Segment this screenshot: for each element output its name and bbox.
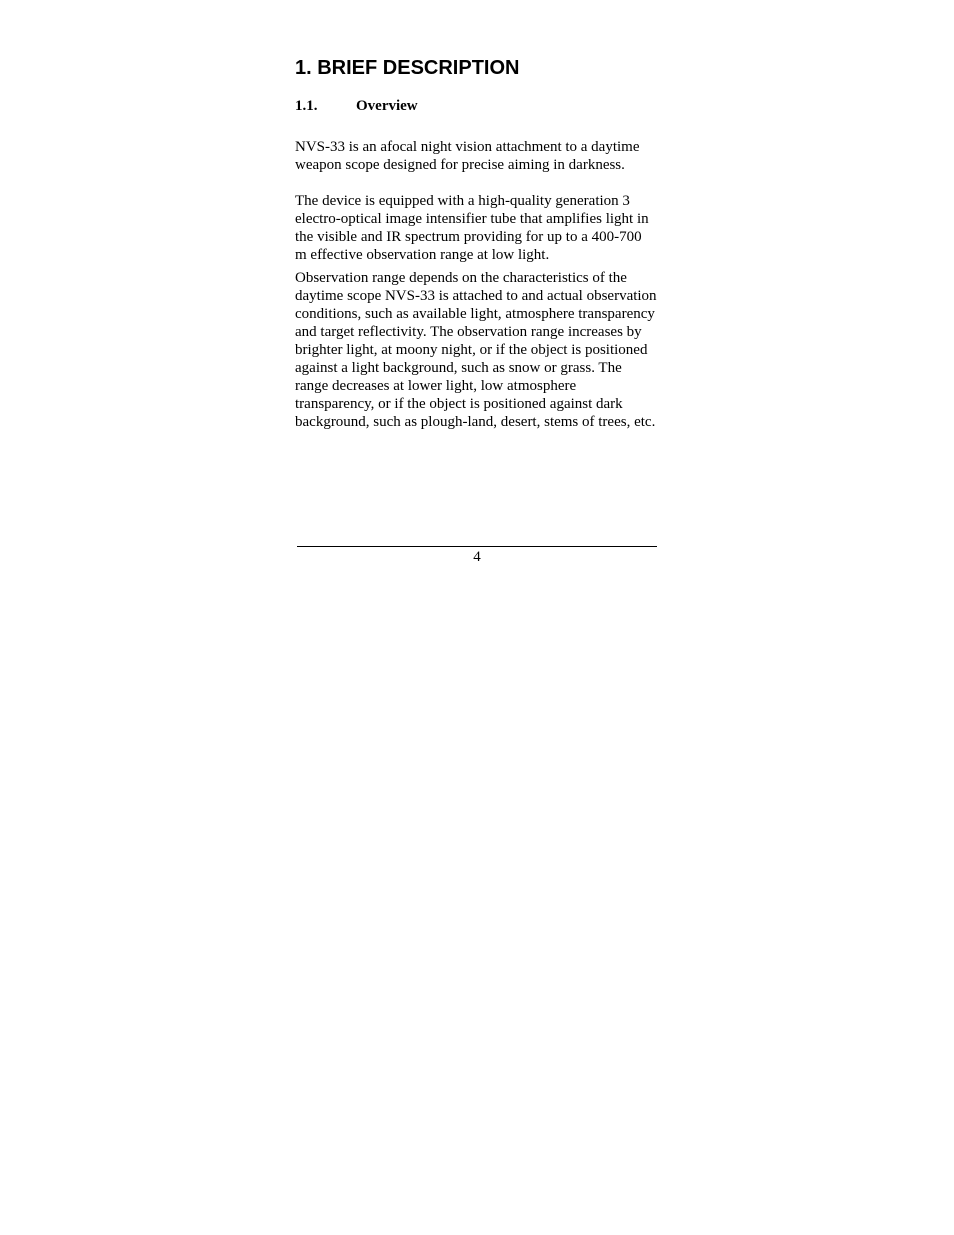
chapter-title: 1. BRIEF DESCRIPTION <box>295 57 520 79</box>
paragraph-intro: NVS-33 is an afocal night vision attachment to a daytime weapon scope designed for precise aiming in darkness. <box>295 139 640 173</box>
footer-rule <box>297 546 657 547</box>
page-number: 4 <box>473 549 481 565</box>
paragraph-intensifier-tube: The device is equipped with a high-quality generation 3 electro-optical image intensifier tube that amplifies light in the visible and IR spectrum providing for up to a 400-700 m effective observation range at low light. <box>295 193 649 263</box>
section-number: 1.1. <box>295 98 318 114</box>
paragraph-observation-range: Observation range depends on the characteristics of the daytime scope NVS-33 is attached to and actual observation conditions, such as available light, atmosphere transparency and target reflectivity. The observation range increases by brighter light, at moony night, or if the object is positioned against a light background, such as snow or grass. The range decreases at lower light, low atmosphere transparency, or if the object is positioned against dark background, such as plough-land, desert, stems of trees, etc. <box>295 270 657 430</box>
section-heading <box>295 96 418 116</box>
section-title: Overview <box>356 98 418 114</box>
page-content <box>295 54 657 430</box>
